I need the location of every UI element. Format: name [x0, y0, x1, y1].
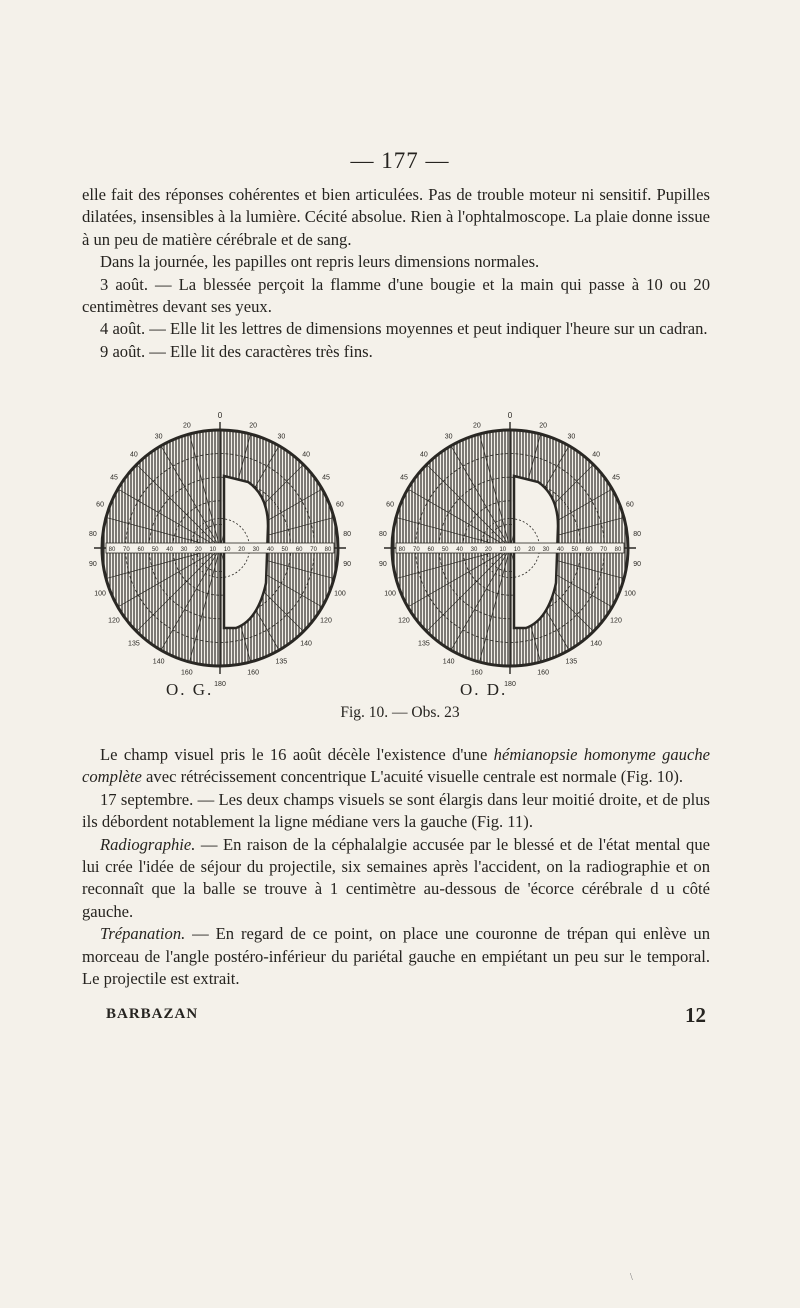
perimeter-degree-label: 100: [384, 590, 396, 598]
bottom-text-block: [82, 744, 710, 990]
axis-tick-label: 30: [180, 547, 188, 553]
axis-tick-label: 80: [614, 547, 622, 553]
top-degree-label: 0: [507, 411, 513, 420]
perimeter-degree-label: 120: [610, 617, 622, 625]
paragraph: 4 août. — Elle lit les lettres de dimensions moyennes et peut indiquer l'heure sur un cadran.: [100, 319, 708, 339]
paragraph: 9 août. — Elle lit des caractères très fins.: [100, 341, 373, 361]
axis-tick-label: 40: [166, 547, 173, 553]
signature-mark: BARBAZAN: [106, 1006, 199, 1022]
perimeter-degree-label: 140: [442, 658, 455, 666]
perimeter-degree-label: 100: [624, 590, 636, 598]
paragraph: [82, 923, 710, 990]
perimeter-degree-label: 40: [592, 451, 600, 459]
perimeter-degree-label: 140: [590, 640, 602, 648]
perimeter-degree-label: 90: [89, 561, 97, 569]
axis-tick-label: 80: [324, 547, 332, 553]
paragraph: 3 août. — La blessée perçoit la flamme d'une bougie et la main qui passe à 10 ou 20 centimètres devant ses yeux.: [82, 274, 710, 317]
paragraph: Dans la journée, les papilles ont repris leurs dimensions normales.: [100, 252, 540, 272]
axis-tick-label: 80: [108, 547, 116, 553]
axis-tick-label: 10: [223, 547, 231, 553]
stray-mark: \: [630, 1272, 633, 1283]
perimeter-degree-label: 135: [418, 640, 430, 648]
axis-tick-label: 30: [470, 547, 478, 553]
axis-tick-label: 60: [137, 547, 145, 553]
axis-tick-label: 30: [542, 547, 550, 553]
axis-tick-label: 30: [252, 547, 260, 553]
perimeter-degree-label: 45: [110, 474, 118, 482]
perimeter-degree-label: 80: [343, 530, 351, 538]
paragraph: [82, 744, 710, 789]
axis-tick-label: 40: [456, 547, 463, 553]
figure-10: [70, 398, 730, 728]
axis-tick-label: 20: [238, 547, 245, 553]
perimeter-degree-label: 30: [154, 433, 163, 441]
axis-tick-label: 70: [600, 547, 607, 553]
perimeter-degree-label: 45: [322, 474, 330, 482]
footer: [106, 1003, 706, 1036]
axis-tick-label: 70: [413, 547, 420, 553]
axis-tick-label: 60: [427, 547, 435, 553]
emphasis-diagnosis: hémianopsie homonyme gauche complète: [82, 745, 710, 787]
axis-tick-label: 70: [123, 547, 130, 553]
perimeter-degree-label: 30: [277, 433, 286, 441]
axis-tick-label: 10: [499, 547, 507, 553]
page-number: — 177 —: [350, 148, 450, 173]
section-heading-trepanation: Trépanation.: [100, 924, 186, 944]
paragraph-text: — En regard de ce point, on place une couronne de trépan qui enlève un morceau de l'angle postéro-inférieur du pariétal gauche en empiétant un peu sur le temporal. Le projectile est extrait.: [82, 924, 710, 989]
perimeter-degree-label: 30: [567, 433, 576, 441]
top-text-block: [82, 184, 710, 363]
paragraph: [82, 834, 710, 924]
perimeter-degree-label: 20: [182, 422, 191, 430]
visual-field-chart-right-eye: [360, 398, 660, 688]
axis-tick-label: 20: [195, 547, 202, 553]
perimeter-degree-label: 160: [537, 669, 549, 677]
axis-tick-label: 70: [310, 547, 317, 553]
perimeter-degree-label: 30: [444, 433, 453, 441]
axis-tick-label: 60: [295, 547, 303, 553]
perimeter-degree-label: 140: [152, 658, 165, 666]
bottom-degree-label: 180: [504, 681, 516, 688]
figure-caption: Fig. 10. — Obs. 23: [340, 704, 460, 721]
right-eye-label: O. D.: [460, 680, 508, 699]
perimeter-degree-label: 90: [379, 561, 387, 569]
paragraph-text: avec rétrécissement concentrique L'acuité visuelle centrale est normale (Fig. 10).: [141, 767, 684, 787]
perimeter-degree-label: 160: [181, 669, 193, 677]
axis-tick-label: 60: [585, 547, 593, 553]
perimeter-degree-label: 60: [386, 501, 394, 509]
perimeter-degree-label: 120: [320, 617, 332, 625]
perimeter-degree-label: 60: [96, 501, 104, 509]
perimeter-degree-label: 20: [539, 422, 548, 430]
perimeter-degree-label: 120: [398, 617, 410, 625]
perimeter-degree-label: 100: [334, 590, 346, 598]
perimeter-degree-label: 100: [94, 590, 106, 598]
paragraph-text: — En raison de la céphalalgie accusée par le blessé et de l'état mental que lui crée l'idée de séjour du projectile, six semaines après l'accident, on la radiographie et on reconnaît que la balle se trouve à 1 centimètre au-dessous de 'écorce cérébrale d u côté gauche.: [82, 834, 710, 921]
perimeter-degree-label: 135: [565, 658, 578, 666]
axis-tick-label: 10: [513, 547, 521, 553]
section-heading-radiographie: Radiographie.: [100, 834, 196, 854]
axis-tick-label: 20: [528, 547, 535, 553]
perimeter-degree-label: 80: [89, 530, 97, 538]
axis-tick-label: 10: [209, 547, 217, 553]
axis-tick-label: 50: [571, 547, 579, 553]
perimeter-degree-label: 40: [302, 451, 310, 459]
paragraph: 17 septembre. — Les deux champs visuels se sont élargis dans leur moitié droite, et de plus ils débordent notablement la ligne médiane vers la gauche (Fig. 11).: [82, 789, 710, 832]
perimeter-degree-label: 90: [633, 561, 641, 569]
paragraph-text: Le champ visuel pris le 16 août décèle l'existence d'une: [100, 745, 494, 764]
perimeter-degree-label: 140: [300, 640, 312, 648]
perimeter-degree-label: 80: [633, 530, 641, 538]
axis-tick-label: 40: [267, 547, 274, 553]
axis-tick-label: 50: [281, 547, 289, 553]
axis-tick-label: 80: [398, 547, 406, 553]
axis-tick-label: 40: [557, 547, 564, 553]
perimeter-degree-label: 40: [420, 451, 428, 459]
perimeter-degree-label: 160: [471, 669, 483, 677]
axis-tick-label: 50: [151, 547, 159, 553]
axis-tick-label: 50: [441, 547, 449, 553]
perimeter-degree-label: 135: [128, 640, 140, 648]
perimeter-degree-label: 60: [626, 501, 634, 509]
perimeter-degree-label: 80: [379, 530, 387, 538]
perimeter-degree-label: 20: [249, 422, 258, 430]
paragraph: elle fait des réponses cohérentes et bien articulées. Pas de trouble moteur ni sensitif. Pupilles dilatées, insensibles à la lumière. Cécité absolue. Rien à l'ophtalmoscope. La plaie donne issue à un peu de matière cérébrale et de sang.: [82, 185, 710, 249]
perimeter-degree-label: 20: [472, 422, 481, 430]
top-degree-label: 0: [217, 411, 223, 420]
left-eye-label: O. G.: [166, 680, 214, 699]
perimeter-degree-label: 45: [400, 474, 408, 482]
bottom-degree-label: 180: [214, 681, 226, 688]
perimeter-degree-label: 90: [343, 561, 351, 569]
perimeter-degree-label: 45: [612, 474, 620, 482]
perimeter-degree-label: 40: [130, 451, 138, 459]
visual-field-chart-left-eye: [70, 398, 370, 688]
perimeter-degree-label: 120: [108, 617, 120, 625]
axis-tick-label: 20: [485, 547, 492, 553]
sheet-number: 12: [685, 1003, 706, 1027]
perimeter-degree-label: 60: [336, 501, 344, 509]
perimeter-degree-label: 160: [247, 669, 259, 677]
perimeter-degree-label: 135: [275, 658, 288, 666]
